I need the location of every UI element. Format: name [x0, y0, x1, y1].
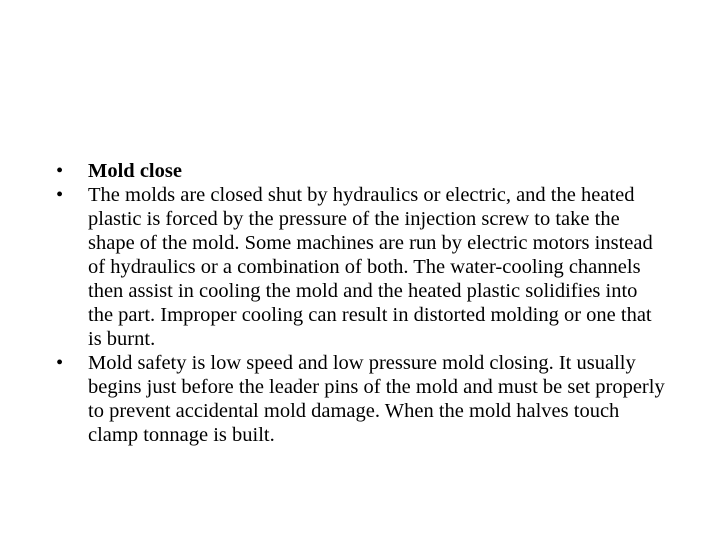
bullet-icon: •: [56, 352, 64, 374]
bullet-item-mold-safety: [56, 351, 666, 447]
bullet-heading: Mold close: [88, 160, 182, 182]
bullet-icon: •: [56, 184, 64, 206]
bullet-item-mold-process: [56, 183, 666, 351]
bullet-list: [56, 159, 666, 447]
bullet-text: Mold safety is low speed and low pressure mold closing. It usually begins just before the leader pins of the mold and must be set properly to prevent accidental mold damage. When the mold halves touch clamp tonnage is built.: [88, 352, 665, 446]
bullet-text: The molds are closed shut by hydraulics or electric, and the heated plastic is forced by the pressure of the injection screw to take the shape of the mold. Some machines are run by electric motors instead of hydraulics or a combination of both. The water-cooling channels then assist in cooling the mold and the heated plastic solidifies into the part. Improper cooling can result in distorted molding or one that is burnt.: [88, 184, 653, 350]
bullet-icon: •: [56, 160, 64, 182]
bullet-item-mold-close: [56, 159, 666, 183]
